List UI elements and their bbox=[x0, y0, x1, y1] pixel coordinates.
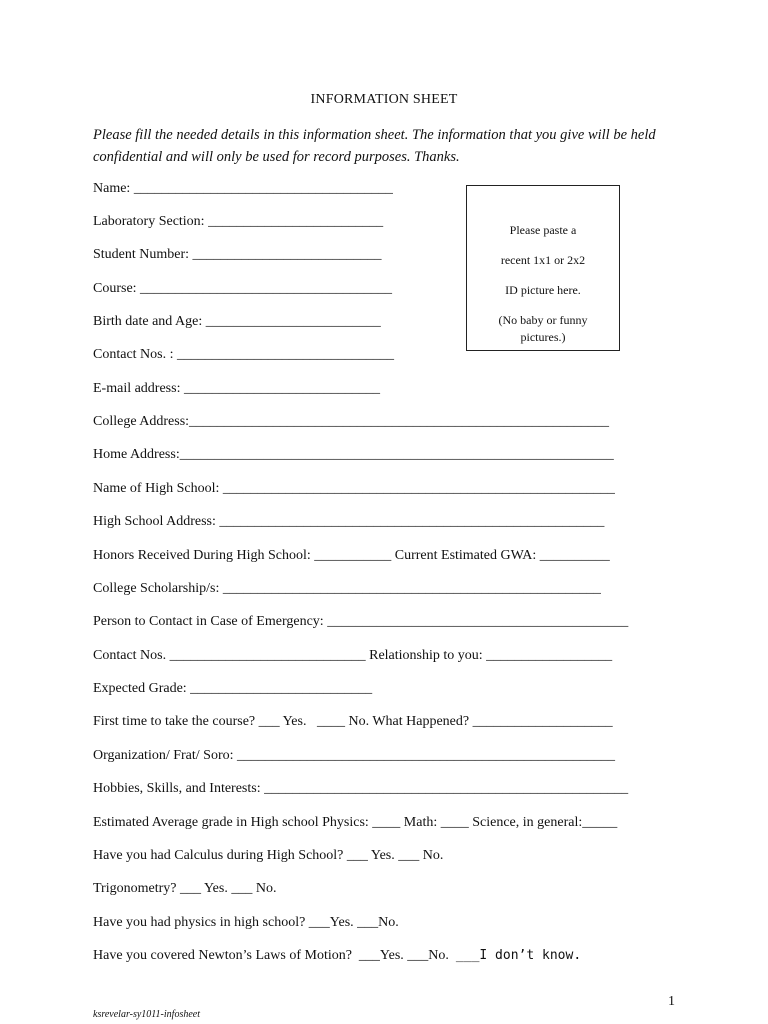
organization-field: Organization/ Frat/ Soro: ______________________________________________________ bbox=[93, 748, 615, 763]
home-address-field: Home Address:______________________________________________________________ bbox=[93, 447, 614, 462]
scholarship-field: College Scholarship/s: ______________________________________________________ bbox=[93, 581, 601, 596]
contact-nos-field: Contact Nos. : _______________________________ bbox=[93, 347, 394, 362]
high-school-address-field: High School Address: _______________________________________________________ bbox=[93, 514, 605, 529]
high-school-name-field: Name of High School: ________________________________________________________ bbox=[93, 481, 615, 496]
first-time-field: First time to take the course? ___ Yes. ____ No. What Happened? ____________________ bbox=[93, 714, 613, 729]
newton-field bbox=[93, 947, 581, 965]
page-number: 1 bbox=[668, 994, 675, 1009]
page-title: INFORMATION SHEET bbox=[310, 92, 458, 107]
calculus-field: Have you had Calculus during High School? ___ Yes. ___ No. bbox=[93, 848, 444, 863]
photo-box-line-3: ID picture here. bbox=[505, 283, 581, 297]
lab-section-field: Laboratory Section: _________________________ bbox=[93, 214, 384, 229]
student-number-field: Student Number: ___________________________ bbox=[93, 247, 382, 262]
name-field: Name: _____________________________________ bbox=[93, 181, 393, 196]
photo-box-line-1: Please paste a bbox=[509, 223, 577, 237]
estimated-grade-field: Estimated Average grade in High school Physics: ____ Math: ____ Science, in general:_____ bbox=[93, 815, 618, 830]
birth-date-age-field: Birth date and Age: _________________________ bbox=[93, 314, 381, 329]
email-field: E-mail address: ____________________________ bbox=[93, 381, 380, 396]
photo-box-line-5: pictures.) bbox=[520, 330, 566, 344]
newton-dont-know-option: ___I don’t know. bbox=[455, 948, 582, 963]
emergency-nos-relationship-field: Contact Nos. ____________________________ Relationship to you: __________________ bbox=[93, 648, 613, 663]
footer-text: ksrevelar-sy1011-infosheet bbox=[93, 1009, 200, 1020]
honors-gwa-field: Honors Received During High School: ___________ Current Estimated GWA: __________ bbox=[93, 548, 610, 563]
trigonometry-field: Trigonometry? ___ Yes. ___ No. bbox=[93, 881, 277, 896]
course-field: Course: ____________________________________ bbox=[93, 281, 393, 296]
expected-grade-field: Expected Grade: __________________________ bbox=[93, 681, 373, 696]
id-picture-box bbox=[466, 185, 620, 351]
physics-field: Have you had physics in high school? ___Yes. ___No. bbox=[93, 915, 399, 930]
newton-question: Have you covered Newton’s Laws of Motion? ___Yes. ___No. bbox=[93, 948, 456, 963]
photo-box-line-2: recent 1x1 or 2x2 bbox=[500, 253, 586, 267]
photo-box-line-4: (No baby or funny bbox=[498, 313, 588, 327]
emergency-contact-field: Person to Contact in Case of Emergency: ___________________________________________ bbox=[93, 614, 629, 629]
college-address-field: College Address:____________________________________________________________ bbox=[93, 414, 610, 429]
intro-paragraph: Please fill the needed details in this information sheet. The information that you give will be held confidential and will only be used for record purposes. Thanks. bbox=[93, 127, 656, 165]
hobbies-field: Hobbies, Skills, and Interests: ____________________________________________________ bbox=[93, 781, 629, 796]
